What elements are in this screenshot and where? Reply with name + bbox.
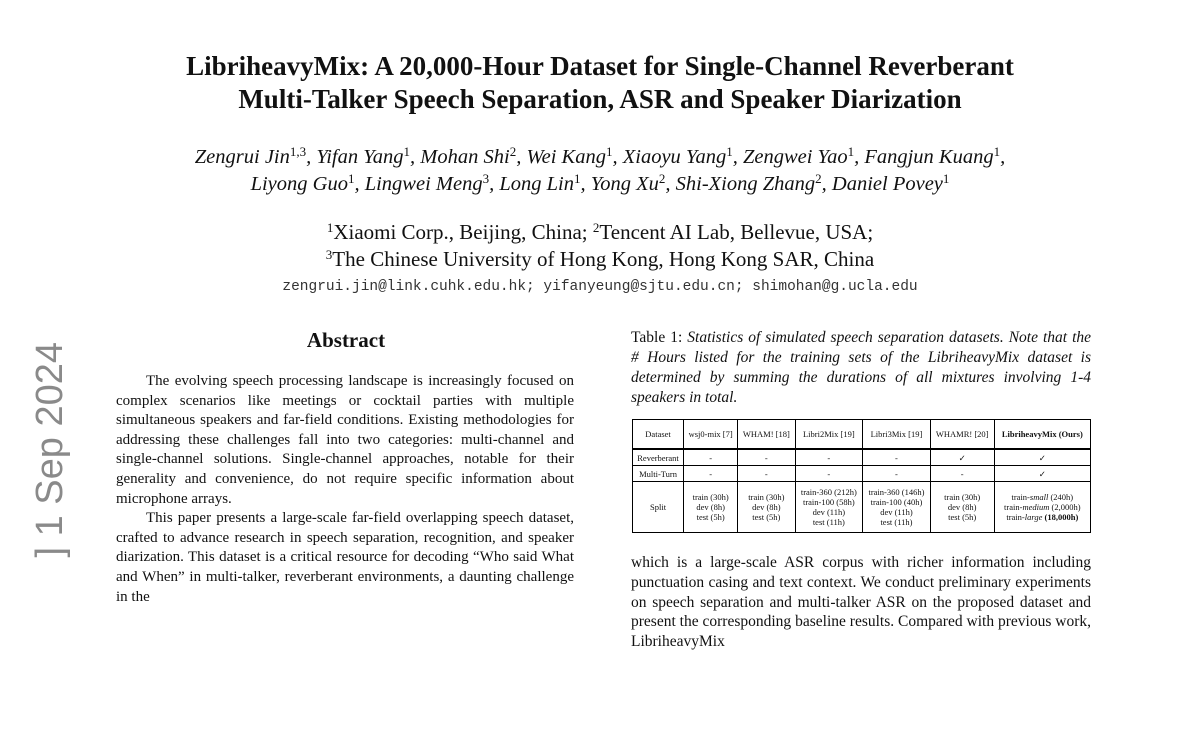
header-cell: WHAM! [18] (738, 420, 795, 450)
author-affiliation-mark: 3 (482, 171, 490, 186)
author-name: Yifan Yang (316, 146, 404, 168)
table-caption-label: Table 1: (631, 329, 683, 346)
author-name: Xiaoyu Yang (622, 146, 727, 168)
table-cell: - (930, 466, 994, 482)
abstract-body (116, 372, 574, 607)
table-cell: Multi-Turn (633, 466, 684, 482)
affiliation-line-1: $^1$Xiaomi Corp., Beijing, China; $^2$Tencent AI Lab, Bellevue, USA; (326, 220, 874, 244)
split-cell: train-360 (212h) train-100 (58h) dev (11h) test (11h) (795, 482, 863, 533)
table-cell: ✓ (994, 466, 1090, 482)
author-affiliation-mark: 1 (942, 171, 950, 186)
split-cell: train-360 (146h) train-100 (40h) dev (11h) test (11h) (863, 482, 931, 533)
table-header-row (633, 420, 1091, 450)
table-row-reverberant (633, 449, 1091, 466)
author-name: Yong Xu (590, 173, 659, 195)
author-name: Zengwei Yao (742, 146, 848, 168)
affiliation-line-2: $^3$The Chinese University of Hong Kong, Hong Kong SAR, China (325, 247, 875, 271)
author-affiliation-mark: 1 (573, 171, 581, 186)
table-caption-text: Statistics of simulated speech separation datasets. Note that the # Hours listed for the training sets of the LibriheavyMix dataset is determined by summing the durations of all mixtures involving 1-4 speakers in total. (631, 329, 1092, 406)
author-name: Liyong Guo (250, 173, 348, 195)
author-affiliation-mark: 1 (605, 144, 613, 159)
author-name: Wei Kang (526, 146, 606, 168)
table-cell: - (738, 449, 795, 466)
dataset-statistics-table (632, 419, 1091, 533)
header-cell: wsj0-mix [7] (684, 420, 738, 450)
table-cell: Reverberant (633, 449, 684, 466)
author-name: Mohan Shi (420, 146, 510, 168)
title-line-1: LibriheavyMix: A 20,000-Hour Dataset for Single-Channel Reverberant (186, 51, 1014, 81)
author-name: Daniel Povey (831, 173, 943, 195)
table-cell: - (795, 466, 863, 482)
author-name: Lingwei Meng (364, 173, 483, 195)
author-affiliation-mark: 1 (347, 171, 355, 186)
header-cell-ours: LibriheavyMix (Ours) (994, 420, 1090, 450)
table-cell: ✓ (994, 449, 1090, 466)
table-caption (631, 328, 1091, 408)
split-cell-ours: train-small (240h) train-medium (2,000h) train-large (18,000h) (994, 482, 1090, 533)
table-cell: - (738, 466, 795, 482)
author-affiliation-mark: 2 (815, 171, 822, 186)
paper-title (0, 50, 1200, 116)
author-name: Long Lin (499, 173, 574, 195)
arxiv-stamp: ] 1 Sep 2024 (29, 342, 71, 558)
author-list (0, 144, 1200, 198)
header-cell: Dataset (633, 420, 684, 450)
table-cell: - (684, 449, 738, 466)
split-cell: train (30h) dev (8h) test (5h) (930, 482, 994, 533)
header-cell: Libri3Mix [19] (863, 420, 931, 450)
table-cell: - (684, 466, 738, 482)
table-row-split (633, 482, 1091, 533)
affiliations (0, 219, 1200, 273)
author-line-2: Liyong Guo$^1$, Lingwei Meng$^3$, Long Lin$^1$, Yong Xu$^2$, Shi-Xiong Zhang$^2$, Daniel Povey$^1$ (250, 171, 950, 195)
header-cell: WHAMR! [20] (930, 420, 994, 450)
right-column-body (631, 553, 1091, 652)
author-name: Shi-Xiong Zhang (675, 173, 816, 195)
author-affiliation-mark: 1 (993, 144, 1001, 159)
split-cell: train (30h) dev (8h) test (5h) (738, 482, 795, 533)
table-cell: ✓ (930, 449, 994, 466)
table-cell: - (863, 466, 931, 482)
abstract-paragraph-2: This paper presents a large-scale far-field overlapping speech dataset, crafted to advance research in speech separation, recognition, and speaker diarization. This dataset is a critical resource for decoding “Who said What and When” in multi-talker, reverberant environments, a daunting challenge in the (116, 510, 574, 605)
author-affiliation-mark: 1 (403, 144, 411, 159)
split-cell: train (30h) dev (8h) test (5h) (684, 482, 738, 533)
author-affiliation-mark: 2 (658, 171, 666, 186)
right-paragraph: which is a large-scale ASR corpus with richer information including punctuation casing and text context. We conduct preliminary experiments on speech separation and multi-talker ASR on the proposed dataset and present the corresponding baseline results. Compared with previous work, LibriheavyMix (631, 554, 1091, 651)
author-affiliation-mark: 1 (847, 144, 855, 159)
table-cell: - (795, 449, 863, 466)
author-name: Fangjun Kuang (864, 146, 994, 168)
header-cell: Libri2Mix [19] (795, 420, 863, 450)
author-affiliation-mark: 1,3 (289, 144, 307, 159)
table-cell: Split (633, 482, 684, 533)
abstract-paragraph-1: The evolving speech processing landscape is increasingly focused on complex scenarios like meetings or cocktail parties with multiple simultaneous speakers and far-field conditions. Existing methodologies for addressing these challenges fall into two categories: multi-channel and single-channel solutions. Single-channel approaches, notable for their generality and convenience, do not require specific information about microphone arrays. (116, 373, 574, 507)
author-affiliation-mark: 2 (509, 144, 517, 159)
author-emails: zengrui.jin@link.cuhk.edu.hk; yifanyeung@sjtu.edu.cn; shimohan@g.ucla.edu (282, 279, 918, 295)
author-name: Zengrui Jin (194, 146, 290, 168)
table-row-multi-turn (633, 466, 1091, 482)
author-line-1: Zengrui Jin$^{1,3}$, Yifan Yang$^1$, Mohan Shi$^2$, Wei Kang$^1$, Xiaoyu Yang$^1$, Zengwei Yao$^1$, Fangjun Kuang$^1$, (194, 144, 1006, 168)
title-line-2: Multi-Talker Speech Separation, ASR and Speaker Diarization (238, 84, 962, 114)
abstract-heading: Abstract (306, 328, 386, 352)
author-affiliation-mark: 1 (726, 144, 733, 159)
table-cell: - (863, 449, 931, 466)
